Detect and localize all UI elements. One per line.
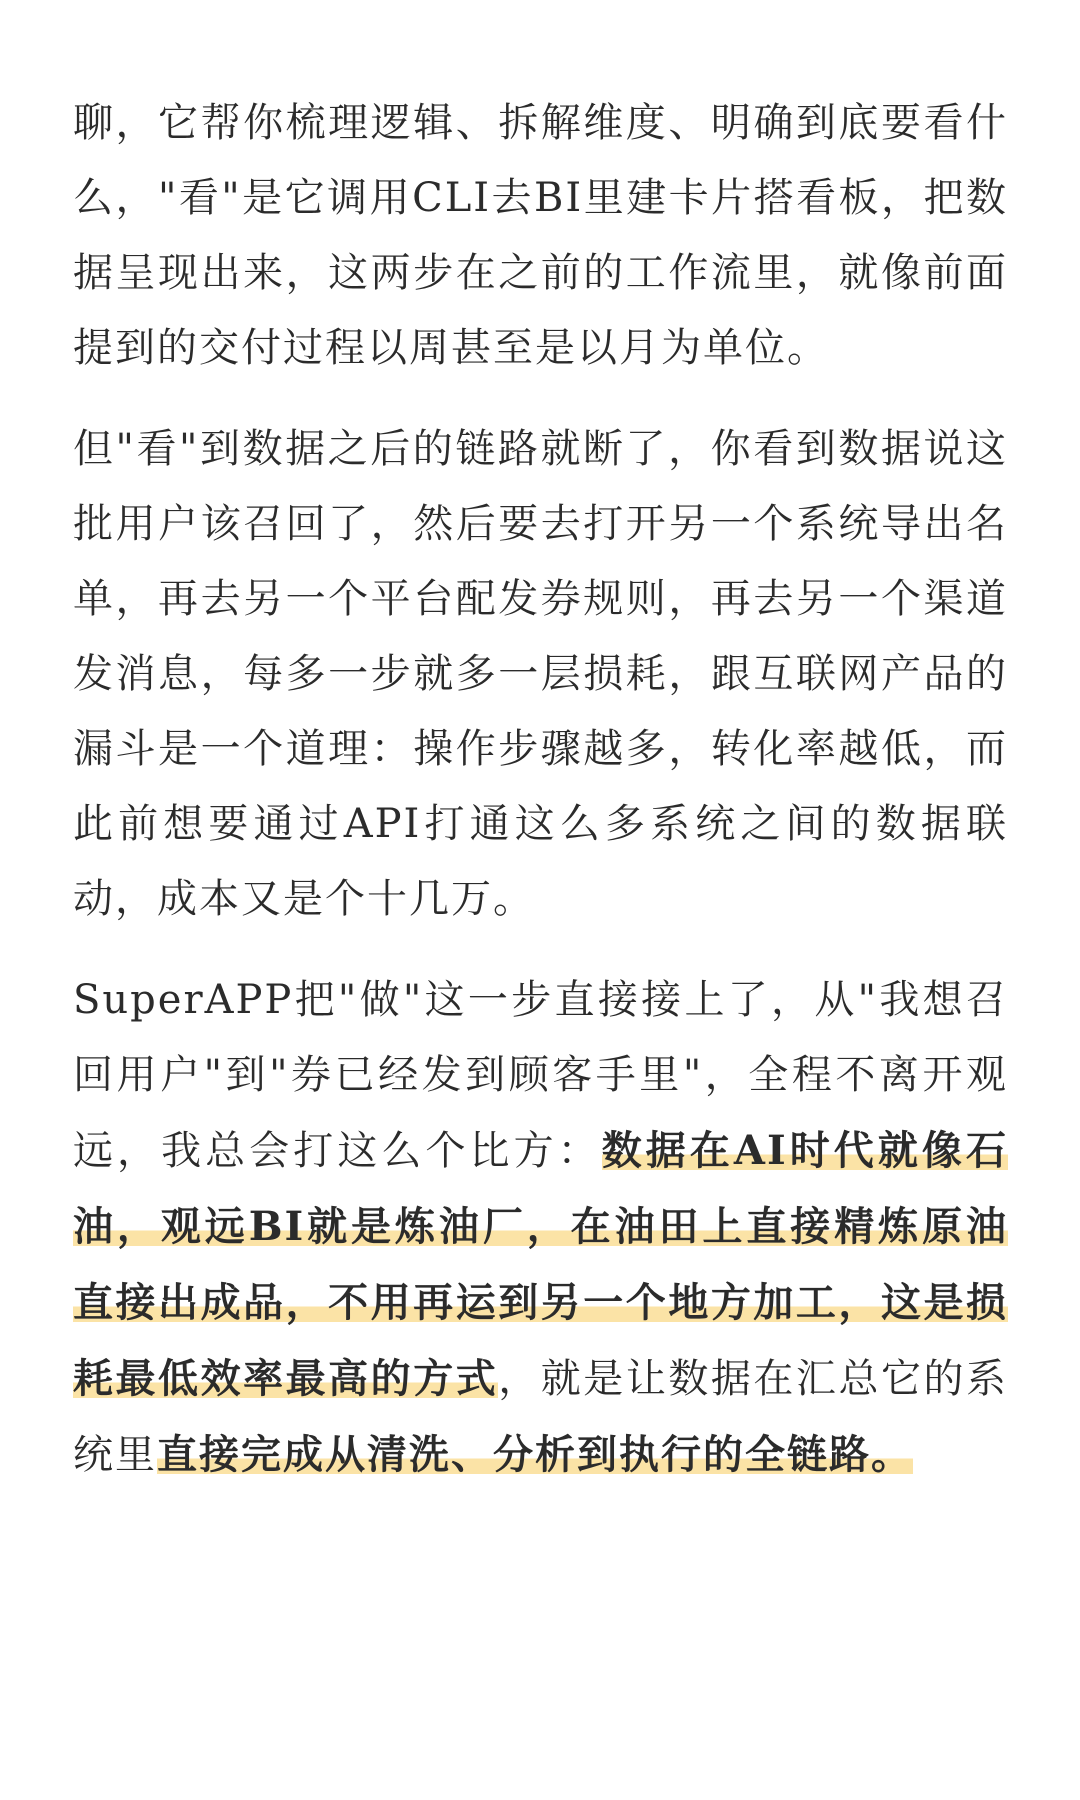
- paragraph-2: 但"看"到数据之后的链路就断了，你看到数据说这批用户该召回了，然后要去打开另一个系统导出名单，再去另一个平台配发券规则，再去另一个渠道发消息，每多一步就多一层损耗，跟互联网产品的漏斗是一个道理：操作步骤越多，转化率越低，而此前想要通过API打通这么多系统之间的数据联动，成本又是个十几万。: [73, 426, 1008, 922]
- highlight-oil-analogy: 数据在AI时代就像石油，观远BI就是炼油厂，在油田上直接精炼原油直接出成品，不用再运到另一个地方加工，这是损耗最低效率最高的方式: [73, 1127, 1008, 1402]
- paragraph-3-intro: SuperAPP把"做"这一步直接接上了，从"我想召回用户"到"券已经发到顾客手里"，全程不离开观远，我总会打这么个比方：: [73, 977, 1008, 1174]
- paragraph-1: 聊，它帮你梳理逻辑、拆解维度、明确到底要看什么，"看"是它调用CLI去BI里建卡片搭看板，把数据呈现出来，这两步在之前的工作流里，就像前面提到的交付过程以周甚至是以月为单位。: [73, 100, 1008, 371]
- paragraph-3: [73, 963, 1008, 1493]
- article-body: [73, 86, 1008, 1519]
- paragraph-3-middle: ，就是让数据在汇总它的系统里: [73, 1356, 1009, 1478]
- highlight-full-pipeline: 直接完成从清洗、分析到执行的全链路。: [157, 1431, 913, 1478]
